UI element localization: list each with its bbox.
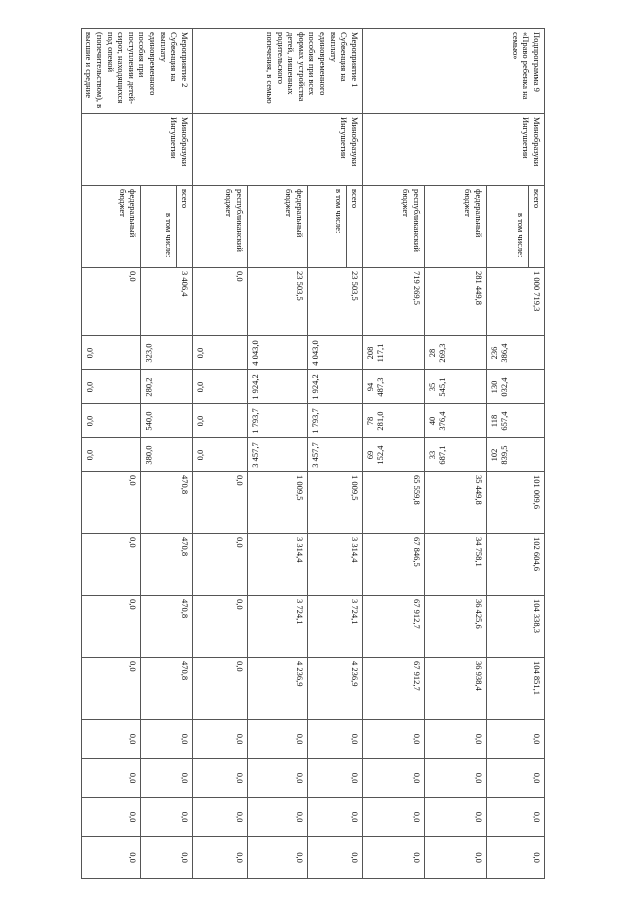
zero-cell: 0,0 xyxy=(363,837,425,879)
table-row xyxy=(487,29,545,879)
source-total-label: всего xyxy=(528,186,544,267)
value-cell: 1 793,7 xyxy=(308,404,363,438)
value-cell: 0,0 xyxy=(193,658,248,720)
value-cell: 102 604,6 xyxy=(487,534,545,596)
source-cell: республиканский бюджет xyxy=(193,186,248,268)
value-cell: 102 839,5 xyxy=(487,438,545,472)
value-cell: 4 236,9 xyxy=(248,658,308,720)
zero-cell: 0,0 xyxy=(141,720,193,759)
zero-cell: 0,0 xyxy=(308,837,363,879)
zero-cell: 0,0 xyxy=(363,798,425,837)
total-cell: 23 503,5 xyxy=(248,268,308,336)
value-cell: 470,8 xyxy=(141,472,193,534)
value-cell: 130 032,4 xyxy=(487,370,545,404)
value-cell: 4 043,0 xyxy=(248,336,308,370)
value-cell: 4 043,0 xyxy=(308,336,363,370)
zero-cell: 0,0 xyxy=(141,837,193,879)
value-cell: 35 545,1 xyxy=(425,370,487,404)
value-cell: 0,0 xyxy=(193,472,248,534)
value-cell: 101 009,6 xyxy=(487,472,545,534)
value-cell: 34 758,1 xyxy=(425,534,487,596)
source-cell xyxy=(308,186,363,268)
zero-cell: 0,0 xyxy=(141,798,193,837)
budget-table xyxy=(81,28,545,879)
value-cell: 35 449,8 xyxy=(425,472,487,534)
source-total-label: всего xyxy=(176,186,192,267)
zero-cell: 0,0 xyxy=(248,798,308,837)
value-cell: 67 912,7 xyxy=(363,596,425,658)
zero-cell: 0,0 xyxy=(193,720,248,759)
value-cell: 3 724,1 xyxy=(248,596,308,658)
zero-cell: 0,0 xyxy=(81,837,141,879)
total-cell: 23 503,5 xyxy=(308,268,363,336)
zero-cell: 0,0 xyxy=(425,720,487,759)
zero-cell: 0,0 xyxy=(248,837,308,879)
zero-cell: 0,0 xyxy=(425,759,487,798)
value-cell: 380,0 xyxy=(141,438,193,472)
value-cell: 0,0 xyxy=(193,404,248,438)
value-cell: 3 457,7 xyxy=(308,438,363,472)
zero-cell: 0,0 xyxy=(193,837,248,879)
zero-cell: 0,0 xyxy=(193,759,248,798)
total-cell: 0,0 xyxy=(81,268,141,336)
value-cell: 67 846,5 xyxy=(363,534,425,596)
value-cell: 0,0 xyxy=(81,658,141,720)
zero-cell: 0,0 xyxy=(81,798,141,837)
value-cell: 208 117,1 xyxy=(363,336,425,370)
total-cell: 3 406,4 xyxy=(141,268,193,336)
value-cell: 0,0 xyxy=(81,472,141,534)
value-cell: 1 924,2 xyxy=(248,370,308,404)
value-cell: 1 009,5 xyxy=(248,472,308,534)
zero-cell: 0,0 xyxy=(487,720,545,759)
table-row xyxy=(308,29,363,879)
source-cell: федеральный бюджет xyxy=(425,186,487,268)
value-cell: 3 457,7 xyxy=(248,438,308,472)
value-cell: 94 487,3 xyxy=(363,370,425,404)
zero-cell: 0,0 xyxy=(308,720,363,759)
value-cell: 280,2 xyxy=(141,370,193,404)
executor-cell: Минобразуки Ингушетии xyxy=(81,114,192,186)
total-cell: 719 269,5 xyxy=(363,268,425,336)
source-cell: федеральный бюджет xyxy=(248,186,308,268)
value-cell: 104 851,1 xyxy=(487,658,545,720)
value-cell: 0,0 xyxy=(81,596,141,658)
value-cell: 28 269,3 xyxy=(425,336,487,370)
value-cell: 470,8 xyxy=(141,534,193,596)
zero-cell: 0,0 xyxy=(425,837,487,879)
value-cell: 0,0 xyxy=(81,438,141,472)
value-cell: 0,0 xyxy=(81,534,141,596)
zero-cell: 0,0 xyxy=(81,720,141,759)
value-cell: 0,0 xyxy=(193,596,248,658)
total-cell: 0,0 xyxy=(193,268,248,336)
value-cell: 1 793,7 xyxy=(248,404,308,438)
value-cell: 0,0 xyxy=(81,404,141,438)
source-incl-label: в том числе: xyxy=(164,213,175,258)
value-cell: 104 338,3 xyxy=(487,596,545,658)
value-cell: 3 724,1 xyxy=(308,596,363,658)
zero-cell: 0,0 xyxy=(363,720,425,759)
value-cell: 0,0 xyxy=(193,336,248,370)
total-cell: 1 000 719,3 xyxy=(487,268,545,336)
zero-cell: 0,0 xyxy=(193,798,248,837)
zero-cell: 0,0 xyxy=(81,759,141,798)
zero-cell: 0,0 xyxy=(308,798,363,837)
zero-cell: 0,0 xyxy=(248,720,308,759)
zero-cell: 0,0 xyxy=(141,759,193,798)
source-incl-label: в том числе: xyxy=(516,213,527,258)
zero-cell: 0,0 xyxy=(487,837,545,879)
executor-cell: Минобразуки Ингушетии xyxy=(363,114,545,186)
value-cell: 67 912,7 xyxy=(363,658,425,720)
program-name-cell: Мероприятие 2 Субвенция на выплату единовременного пособия при поступлении детей-сирот, находящихся под опекой (попечительством), в высшие и средние xyxy=(81,29,192,114)
value-cell: 323,0 xyxy=(141,336,193,370)
zero-cell: 0,0 xyxy=(487,798,545,837)
total-cell: 281 449,8 xyxy=(425,268,487,336)
source-cell: республиканский бюджет xyxy=(363,186,425,268)
zero-cell: 0,0 xyxy=(487,759,545,798)
zero-cell: 0,0 xyxy=(248,759,308,798)
value-cell: 33 687,1 xyxy=(425,438,487,472)
value-cell: 36 425,6 xyxy=(425,596,487,658)
value-cell: 78 281,0 xyxy=(363,404,425,438)
value-cell: 0,0 xyxy=(193,370,248,404)
value-cell: 4 236,9 xyxy=(308,658,363,720)
value-cell: 0,0 xyxy=(81,370,141,404)
source-cell xyxy=(141,186,193,268)
zero-cell: 0,0 xyxy=(425,798,487,837)
source-incl-label: в том числе: xyxy=(334,189,345,234)
value-cell: 118 657,4 xyxy=(487,404,545,438)
value-cell: 470,8 xyxy=(141,658,193,720)
source-cell xyxy=(487,186,545,268)
value-cell: 470,8 xyxy=(141,596,193,658)
value-cell: 540,0 xyxy=(141,404,193,438)
table-row xyxy=(141,29,193,879)
value-cell: 0,0 xyxy=(193,534,248,596)
value-cell: 1 924,2 xyxy=(308,370,363,404)
value-cell: 1 009,5 xyxy=(308,472,363,534)
rotated-document-page xyxy=(83,28,545,878)
value-cell: 236 386,4 xyxy=(487,336,545,370)
value-cell: 3 314,4 xyxy=(308,534,363,596)
program-name-cell: Мероприятие 1 Субвенция на выплату единовременного пособия при всех формах устройства детей, лишенных родительского попечения, в семью xyxy=(193,29,363,114)
value-cell: 0,0 xyxy=(81,336,141,370)
source-total-label: всего xyxy=(346,186,362,267)
value-cell: 69 152,4 xyxy=(363,438,425,472)
executor-cell: Минобразуки Ингушетии xyxy=(193,114,363,186)
value-cell: 3 314,4 xyxy=(248,534,308,596)
zero-cell: 0,0 xyxy=(363,759,425,798)
value-cell: 36 938,4 xyxy=(425,658,487,720)
value-cell: 40 376,4 xyxy=(425,404,487,438)
program-name-cell: Подпрограмма 9 «Право ребенка на семью» xyxy=(363,29,545,114)
value-cell: 0,0 xyxy=(193,438,248,472)
source-cell: федеральный бюджет xyxy=(81,186,141,268)
zero-cell: 0,0 xyxy=(308,759,363,798)
value-cell: 65 559,8 xyxy=(363,472,425,534)
